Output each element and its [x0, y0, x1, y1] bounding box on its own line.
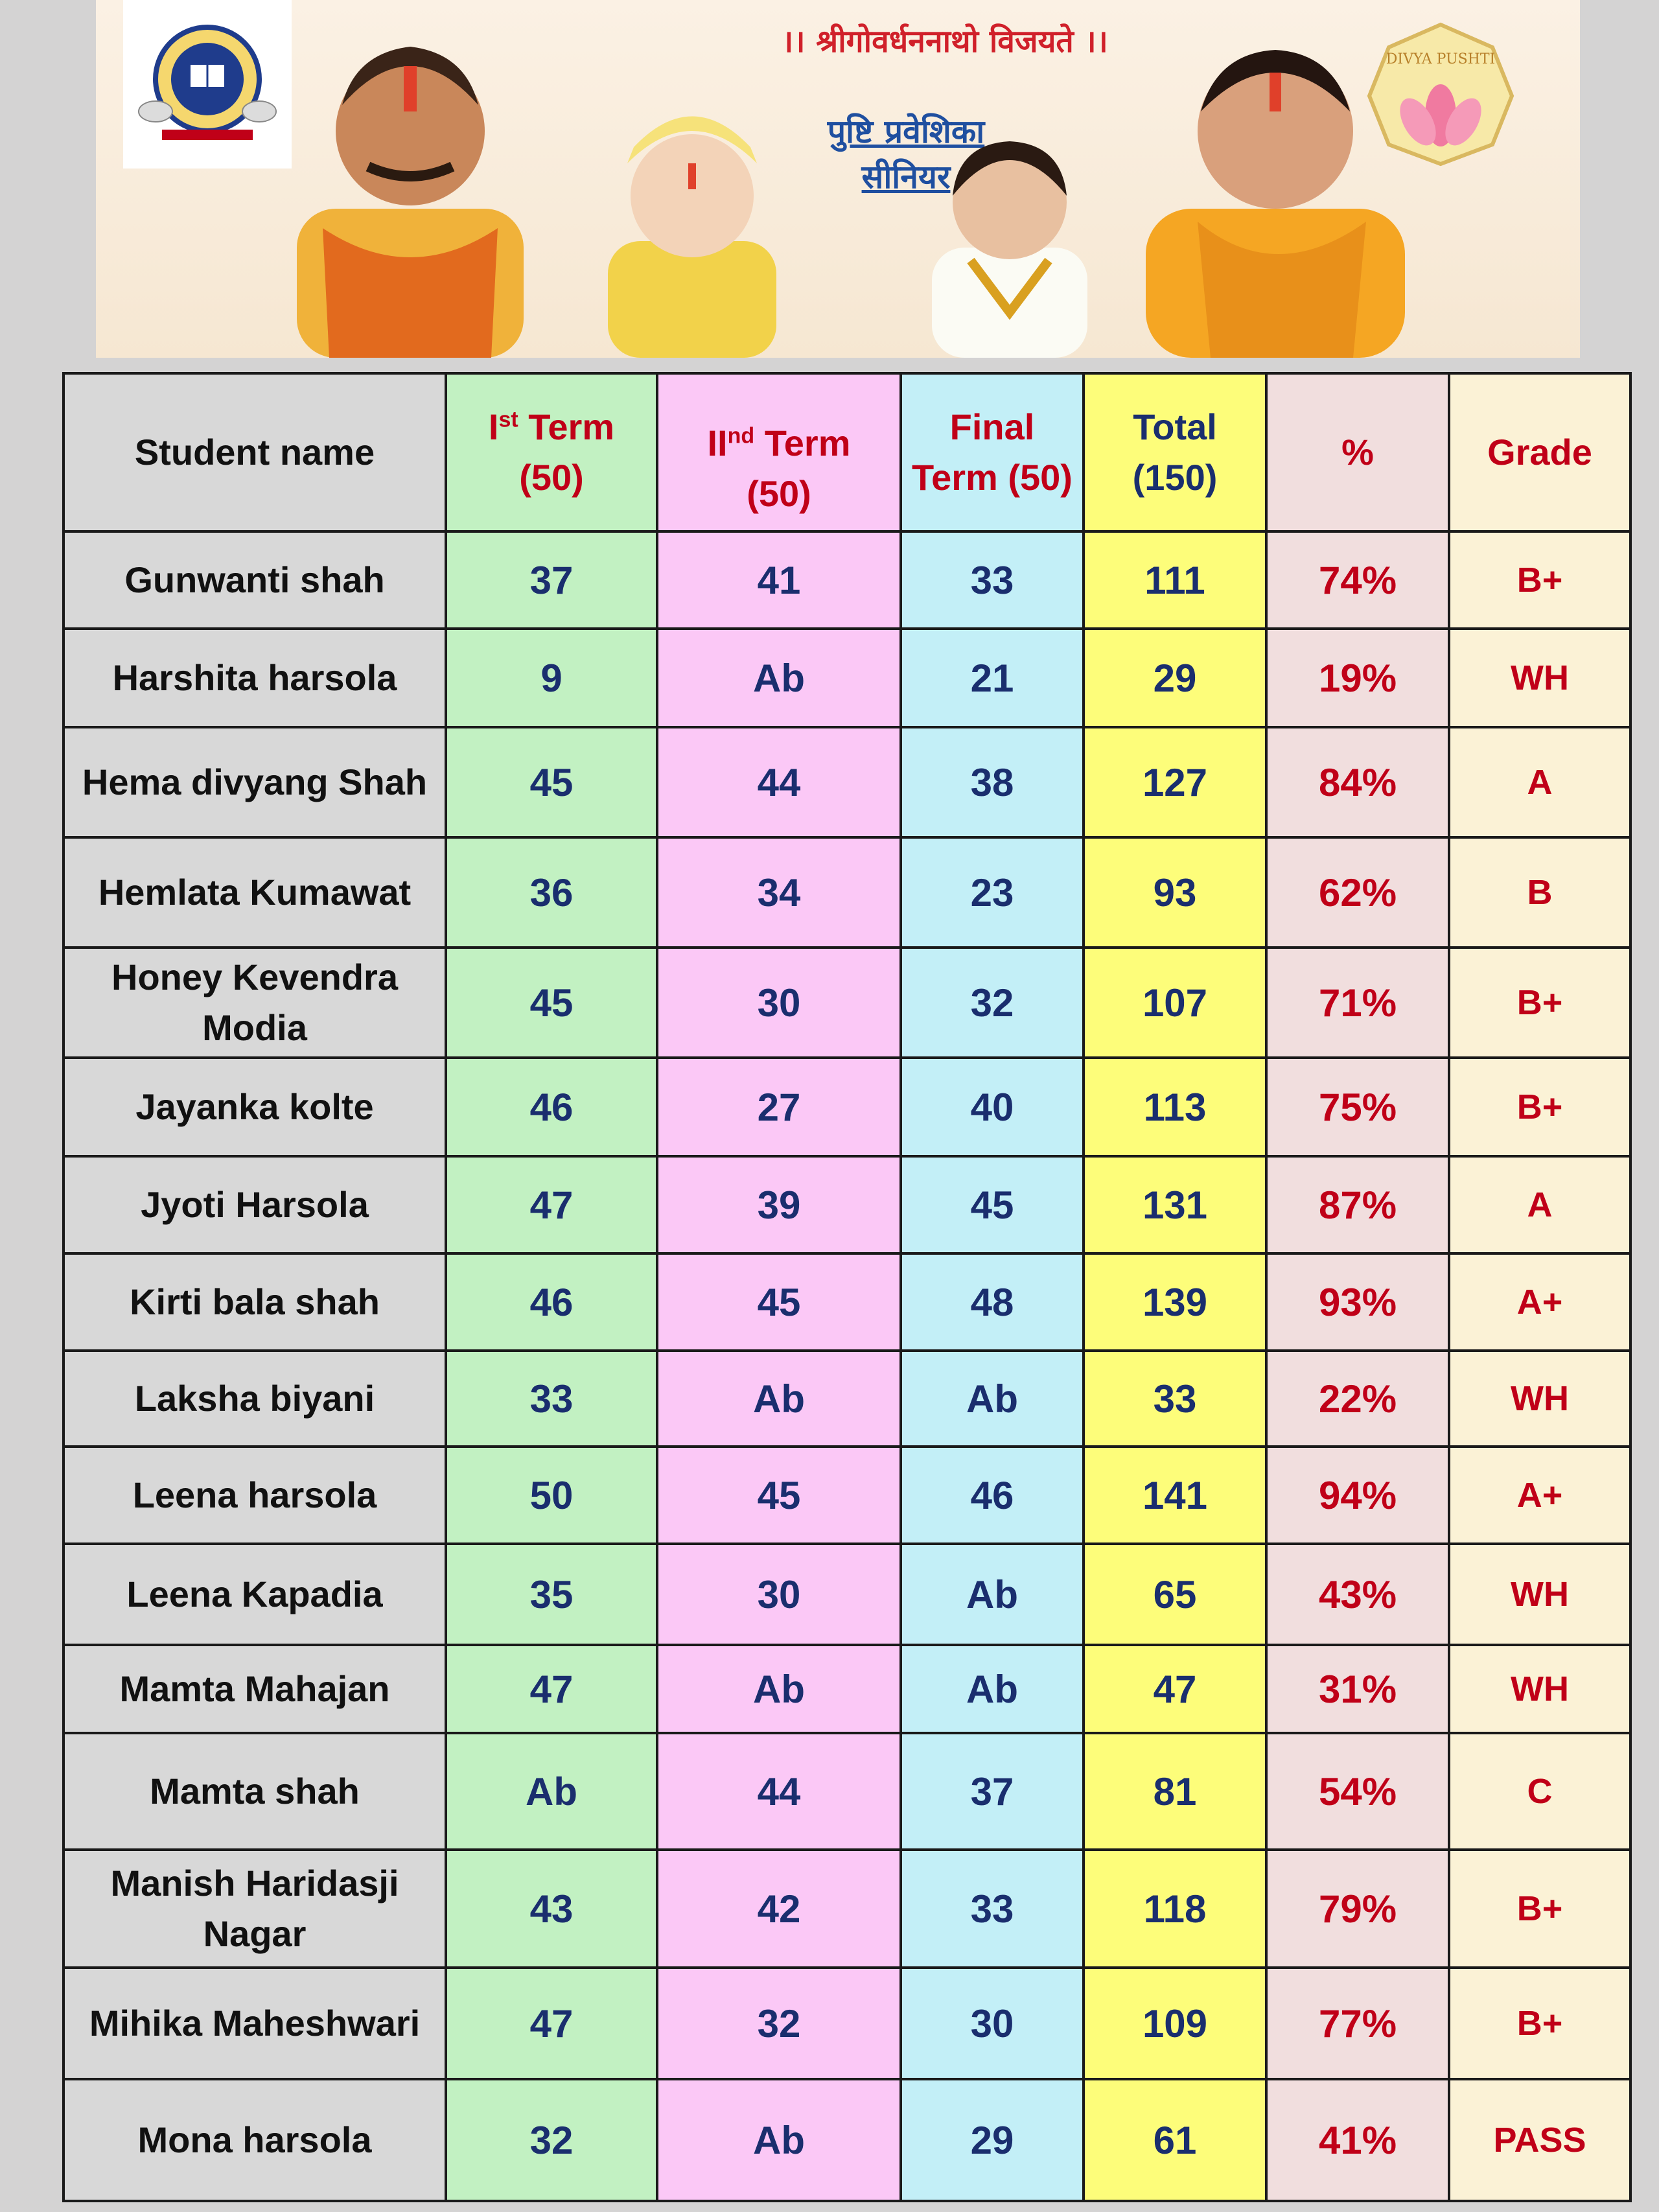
- cell-total: 127: [1084, 727, 1266, 837]
- cell-student-name: Mamta Mahajan: [64, 1645, 446, 1733]
- header-term1-roman: I: [488, 406, 499, 447]
- cell-term2: Ab: [657, 629, 901, 727]
- cell-percent: 62%: [1266, 837, 1449, 948]
- child-portrait-image: [906, 99, 1113, 358]
- header-banner: [96, 0, 1580, 358]
- cell-total: 61: [1084, 2079, 1266, 2201]
- cell-term2: 42: [657, 1850, 901, 1968]
- cell-grade: B+: [1449, 1968, 1630, 2079]
- cell-term2: 45: [657, 1253, 901, 1351]
- cell-final-term: Ab: [901, 1544, 1084, 1645]
- cell-term1: 46: [446, 1058, 657, 1156]
- cell-total: 107: [1084, 948, 1266, 1058]
- table-row: [64, 1156, 1630, 1253]
- cell-final-term: 48: [901, 1253, 1084, 1351]
- header-term1: [446, 373, 657, 531]
- cell-grade: A: [1449, 1156, 1630, 1253]
- cell-final-term: 45: [901, 1156, 1084, 1253]
- header-percent: %: [1266, 373, 1449, 531]
- cell-term2: 44: [657, 1733, 901, 1850]
- banner-motto: ।। श्रीगोवर्धननाथो विजयते ।।: [782, 23, 1108, 60]
- cell-term1: 45: [446, 727, 657, 837]
- table-row: [64, 1850, 1630, 1968]
- cell-total: 118: [1084, 1850, 1266, 1968]
- cell-term2: 41: [657, 531, 901, 629]
- cell-final-term: 33: [901, 1850, 1084, 1968]
- cell-percent: 93%: [1266, 1253, 1449, 1351]
- header-term2-label: Term: [754, 423, 851, 463]
- header-term2-sup: nd: [727, 423, 755, 448]
- divya-pushti-lotus-logo: [1363, 18, 1518, 167]
- cell-student-name: Laksha biyani: [64, 1351, 446, 1447]
- cell-student-name: Mamta shah: [64, 1733, 446, 1850]
- cell-percent: 41%: [1266, 2079, 1449, 2201]
- header-term2-max: (50): [747, 473, 811, 514]
- cell-term2: 44: [657, 727, 901, 837]
- cell-percent: 75%: [1266, 1058, 1449, 1156]
- course-title-line1: पुष्टि प्रवेशिका: [827, 113, 985, 150]
- cell-term1: 37: [446, 531, 657, 629]
- header-total: [1084, 373, 1266, 531]
- cell-student-name: Jayanka kolte: [64, 1058, 446, 1156]
- cell-student-name: Hemlata Kumawat: [64, 837, 446, 948]
- table-header-row: [64, 373, 1630, 531]
- cell-grade: WH: [1449, 629, 1630, 727]
- cell-grade: B+: [1449, 531, 1630, 629]
- cell-final-term: 32: [901, 948, 1084, 1058]
- cell-grade: B: [1449, 837, 1630, 948]
- cell-student-name: Kirti bala shah: [64, 1253, 446, 1351]
- cell-term2: 45: [657, 1447, 901, 1544]
- cell-total: 65: [1084, 1544, 1266, 1645]
- cell-term2: 27: [657, 1058, 901, 1156]
- cell-term2: 34: [657, 837, 901, 948]
- header-total-line2: (150): [1132, 457, 1218, 498]
- cell-final-term: 46: [901, 1447, 1084, 1544]
- cell-percent: 19%: [1266, 629, 1449, 727]
- cell-final-term: Ab: [901, 1351, 1084, 1447]
- lotus-logo-text: DIVYA PUSHTI: [1386, 51, 1496, 67]
- cell-grade: B+: [1449, 1850, 1630, 1968]
- cell-term2: 32: [657, 1968, 901, 2079]
- table-row: [64, 1058, 1630, 1156]
- cell-term1: 50: [446, 1447, 657, 1544]
- cell-term2: Ab: [657, 1645, 901, 1733]
- table-row: [64, 2079, 1630, 2201]
- table-row: [64, 531, 1630, 629]
- table-row: [64, 1351, 1630, 1447]
- course-title-line2: सीनियर: [861, 158, 951, 196]
- cell-term2: Ab: [657, 2079, 901, 2201]
- cell-total: 47: [1084, 1645, 1266, 1733]
- cell-student-name: Honey Kevendra Modia: [64, 948, 446, 1058]
- cell-term1: 45: [446, 948, 657, 1058]
- cell-final-term: 40: [901, 1058, 1084, 1156]
- cell-student-name: Leena Kapadia: [64, 1544, 446, 1645]
- cell-grade: WH: [1449, 1544, 1630, 1645]
- table-row: [64, 1544, 1630, 1645]
- table-row: [64, 1968, 1630, 2079]
- cell-term1: 32: [446, 2079, 657, 2201]
- cell-percent: 77%: [1266, 1968, 1449, 2079]
- cell-final-term: 37: [901, 1733, 1084, 1850]
- cell-percent: 31%: [1266, 1645, 1449, 1733]
- cell-grade: WH: [1449, 1351, 1630, 1447]
- cell-total: 113: [1084, 1058, 1266, 1156]
- cell-total: 109: [1084, 1968, 1266, 2079]
- table-row: [64, 1733, 1630, 1850]
- header-term2: [657, 373, 901, 531]
- cell-grade: A+: [1449, 1447, 1630, 1544]
- cell-student-name: Jyoti Harsola: [64, 1156, 446, 1253]
- cell-percent: 43%: [1266, 1544, 1449, 1645]
- cell-term1: Ab: [446, 1733, 657, 1850]
- vidyapeeth-logo: [123, 0, 292, 169]
- cell-term1: 35: [446, 1544, 657, 1645]
- cell-term1: 47: [446, 1968, 657, 2079]
- cell-total: 33: [1084, 1351, 1266, 1447]
- cell-grade: PASS: [1449, 2079, 1630, 2201]
- cell-percent: 22%: [1266, 1351, 1449, 1447]
- table-row: [64, 948, 1630, 1058]
- result-table: [62, 372, 1632, 2202]
- table-row: [64, 1253, 1630, 1351]
- cell-term1: 43: [446, 1850, 657, 1968]
- cell-term1: 9: [446, 629, 657, 727]
- cell-total: 139: [1084, 1253, 1266, 1351]
- header-student-name: Student name: [64, 373, 446, 531]
- cell-term2: Ab: [657, 1351, 901, 1447]
- cell-percent: 71%: [1266, 948, 1449, 1058]
- cell-final-term: 33: [901, 531, 1084, 629]
- cell-final-term: 21: [901, 629, 1084, 727]
- cell-percent: 54%: [1266, 1733, 1449, 1850]
- cell-student-name: Leena harsola: [64, 1447, 446, 1544]
- cell-term2: 30: [657, 1544, 901, 1645]
- cell-student-name: Mona harsola: [64, 2079, 446, 2201]
- cell-percent: 94%: [1266, 1447, 1449, 1544]
- cell-total: 111: [1084, 531, 1266, 629]
- header-total-line1: Total: [1133, 406, 1217, 447]
- cell-final-term: 29: [901, 2079, 1084, 2201]
- cell-grade: C: [1449, 1733, 1630, 1850]
- header-final-line1: Final: [949, 406, 1035, 447]
- cell-grade: A+: [1449, 1253, 1630, 1351]
- cell-student-name: Gunwanti shah: [64, 531, 446, 629]
- cell-final-term: 30: [901, 1968, 1084, 2079]
- cell-total: 93: [1084, 837, 1266, 948]
- cell-term1: 36: [446, 837, 657, 948]
- cell-grade: WH: [1449, 1645, 1630, 1733]
- table-row: [64, 837, 1630, 948]
- header-term1-sup: st: [498, 407, 518, 432]
- cell-percent: 79%: [1266, 1850, 1449, 1968]
- header-term2-roman: II: [707, 423, 728, 463]
- table-row: [64, 1447, 1630, 1544]
- cell-grade: B+: [1449, 948, 1630, 1058]
- table-row: [64, 629, 1630, 727]
- cell-percent: 87%: [1266, 1156, 1449, 1253]
- header-final-term: [901, 373, 1084, 531]
- cell-total: 29: [1084, 629, 1266, 727]
- cell-student-name: Hema divyang Shah: [64, 727, 446, 837]
- cell-term1: 47: [446, 1645, 657, 1733]
- header-grade: Grade: [1449, 373, 1630, 531]
- vidyapeeth-seal-icon: [136, 14, 279, 150]
- table-row: [64, 727, 1630, 837]
- header-final-line2: Term (50): [912, 457, 1073, 498]
- header-term1-max: (50): [519, 457, 584, 498]
- cell-final-term: 23: [901, 837, 1084, 948]
- cell-percent: 84%: [1266, 727, 1449, 837]
- cell-total: 81: [1084, 1733, 1266, 1850]
- cell-grade: A: [1449, 727, 1630, 837]
- table-row: [64, 1645, 1630, 1733]
- cell-term2: 39: [657, 1156, 901, 1253]
- header-term1-label: Term: [518, 406, 615, 447]
- cell-term1: 46: [446, 1253, 657, 1351]
- cell-grade: B+: [1449, 1058, 1630, 1156]
- cell-term1: 33: [446, 1351, 657, 1447]
- cell-total: 131: [1084, 1156, 1266, 1253]
- cell-student-name: Harshita harsola: [64, 629, 446, 727]
- cell-term1: 47: [446, 1156, 657, 1253]
- guru-portrait-image: [271, 14, 550, 358]
- cell-total: 141: [1084, 1447, 1266, 1544]
- cell-final-term: Ab: [901, 1645, 1084, 1733]
- cell-percent: 74%: [1266, 531, 1449, 629]
- cell-term2: 30: [657, 948, 901, 1058]
- cell-student-name: Manish Haridasji Nagar: [64, 1850, 446, 1968]
- cell-student-name: Mihika Maheshwari: [64, 1968, 446, 2079]
- cell-final-term: 38: [901, 727, 1084, 837]
